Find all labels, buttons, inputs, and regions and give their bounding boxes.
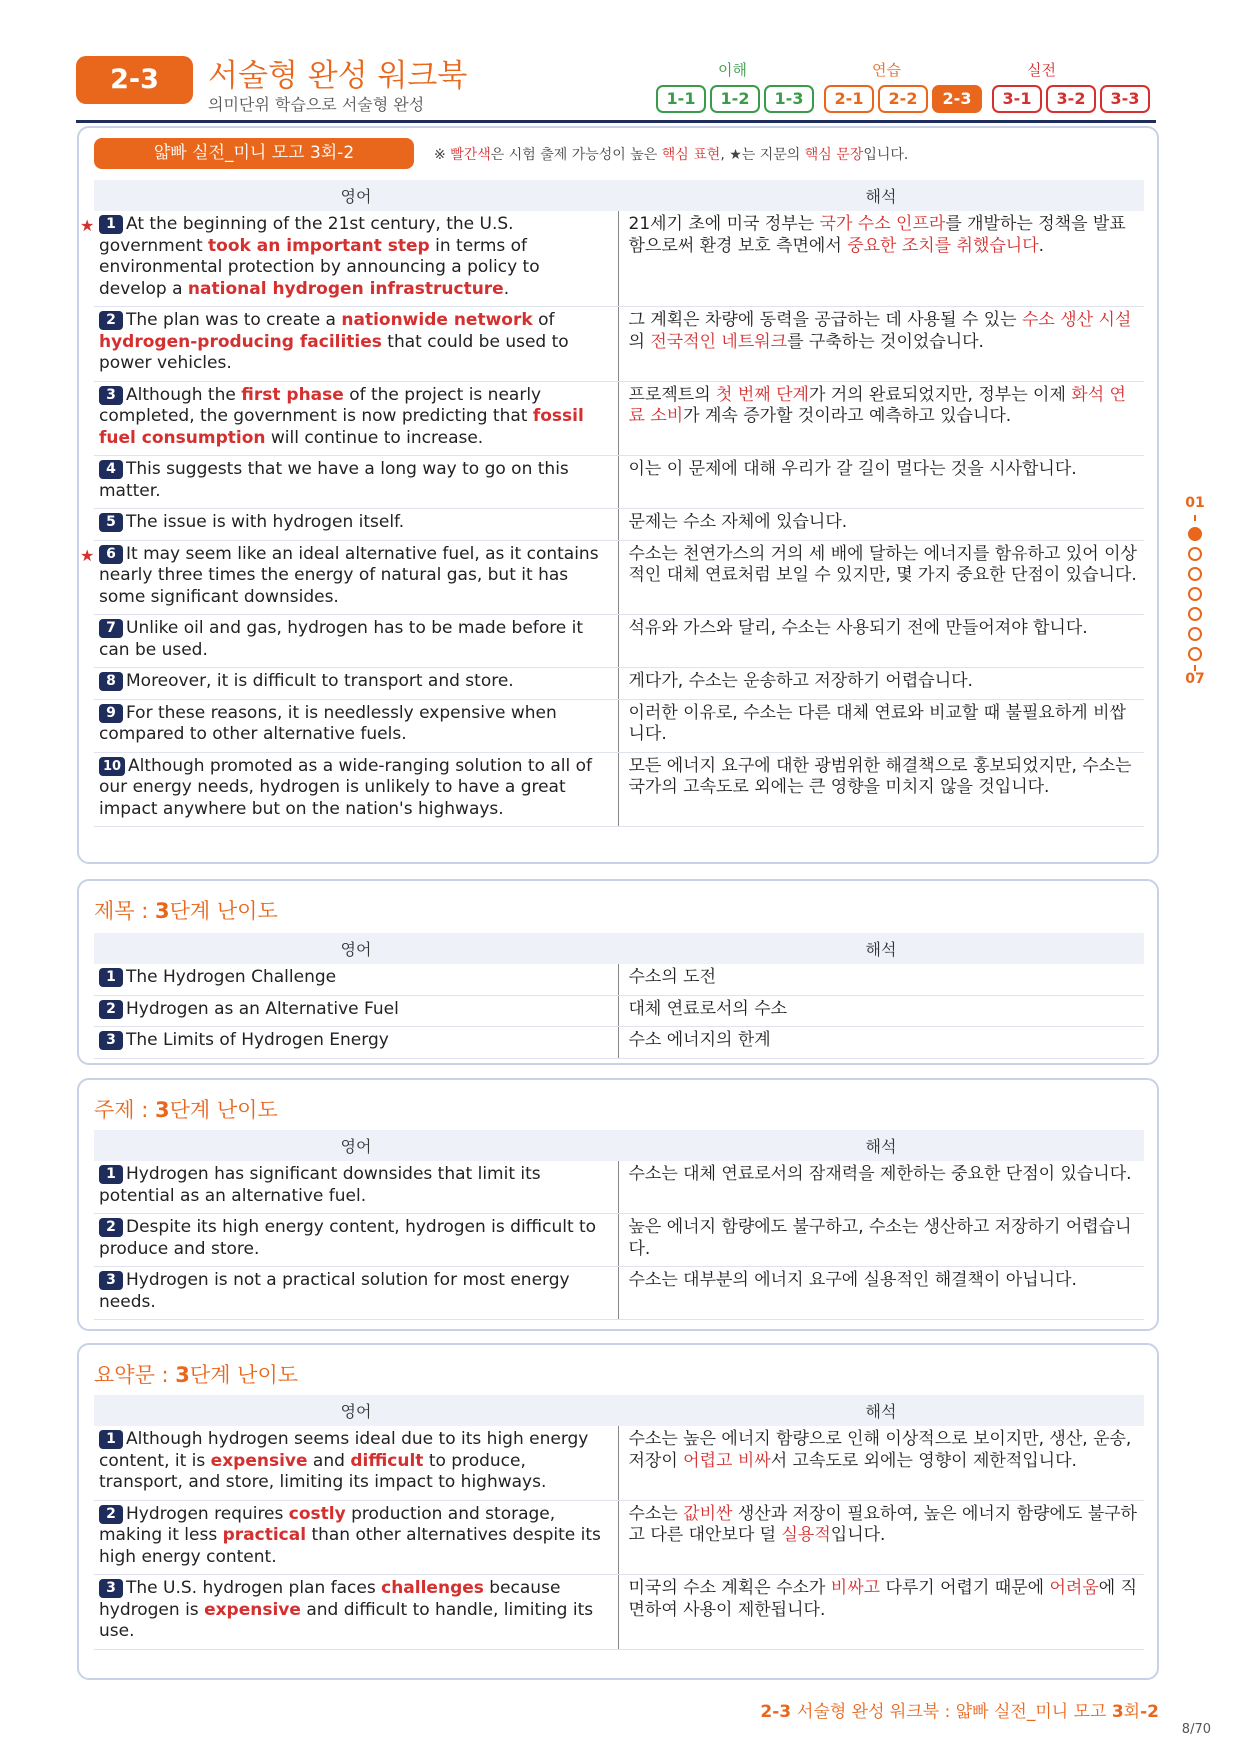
table-row (94, 668, 1144, 700)
col-header-korean: 해석 (618, 180, 1144, 211)
sentence-text: The issue is with hydrogen itself. (126, 512, 405, 532)
translation-text: 21세기 초에 미국 정부는 (628, 214, 820, 234)
sentence-number: 7 (99, 619, 123, 638)
progress-dot-current (1188, 527, 1202, 541)
col-header-korean: 해석 (618, 1395, 1144, 1426)
key-expression: 비싸고 (830, 1578, 881, 1598)
sentence-number: 3 (99, 386, 123, 405)
translation-text: 문제는 수소 자체에 있습니다. (628, 512, 848, 532)
english-cell (80, 211, 618, 307)
progress-dot (1188, 607, 1202, 621)
table-row (94, 995, 1144, 1027)
english-cell (94, 307, 618, 382)
progress-start-number: 01 (1185, 495, 1205, 511)
sentence-text: The Limits of Hydrogen Energy (126, 1030, 389, 1050)
side-progress-nav (1180, 495, 1210, 695)
progress-dot (1188, 547, 1202, 561)
translation-text: 를 개발하는 정책을 발표함으로써 환경 보호 측면에서 (628, 214, 1126, 256)
section-heading: 요약문 : 3단계 난이도 (94, 1363, 299, 1387)
translation-text: 다루기 어렵기 때문에 (880, 1578, 1050, 1598)
key-expression: took an important step (208, 235, 430, 256)
sentence-text: to produce, transport, and store, limiting its impact to highways. (99, 1450, 547, 1492)
key-expression: difficult (350, 1450, 424, 1471)
sentence-text: Moreover, it is difficult to transport and store. (126, 671, 514, 691)
sentence-number: 9 (99, 704, 123, 723)
table-row (94, 381, 1144, 456)
table-row (94, 509, 1144, 541)
col-header-korean: 해석 (618, 1130, 1144, 1161)
english-cell (94, 456, 618, 509)
sentence-text: than other alternatives despite its high energy content. (99, 1525, 601, 1567)
translation-text: 대체 연료로서의 수소 (628, 998, 788, 1019)
stage-tab-1-1[interactable]: 1-1 (656, 85, 706, 113)
translation-text: 수소는 대부분의 에너지 요구에 실용적인 해결책이 아닙니다. (628, 1270, 1077, 1290)
key-expression: first phase (241, 384, 344, 405)
sentence-text: Hydrogen is not a practical solution for most energy needs. (99, 1270, 570, 1312)
topic-table (94, 1130, 1144, 1320)
english-cell (94, 1426, 618, 1500)
translation-text: 수소는 대체 연료로서의 잠재력을 제한하는 중요한 단점이 있습니다. (628, 1164, 1132, 1184)
table-row (94, 1426, 1144, 1500)
table-row (94, 1575, 1144, 1650)
stage-tab-2-1[interactable]: 2-1 (824, 85, 874, 113)
sentence-text: . (503, 278, 510, 299)
progress-line (1194, 515, 1196, 521)
sentence-text: in terms of environmental protection by announcing a policy to develop a (99, 235, 540, 299)
summary-section (77, 1343, 1159, 1680)
section-pill: 얇빠 실전_미니 모고 3회-2 (94, 138, 414, 169)
korean-cell (618, 307, 1144, 382)
stage-group-label: 연습 (872, 61, 901, 79)
english-cell (94, 964, 618, 995)
table-row (94, 752, 1144, 827)
sentence-text: Despite its high energy content, hydrogen is difficult to produce and store. (99, 1217, 597, 1259)
key-expression: expensive (204, 1599, 301, 1620)
translation-text: 입니다. (830, 1525, 886, 1545)
translation-text: 높은 에너지 함량에도 불구하고, 수소는 생산하고 저장하기 어렵습니다. (628, 1217, 1132, 1259)
table-row (94, 1161, 1144, 1214)
sentence-number: 10 (99, 757, 125, 776)
table-row (94, 1267, 1144, 1320)
translation-text: 를 구축하는 것이었습니다. (787, 331, 984, 352)
col-header-english: 영어 (94, 933, 618, 964)
english-cell (94, 509, 618, 541)
topic-rows (94, 1161, 1144, 1320)
english-cell (94, 752, 618, 827)
sentence-number: 6 (99, 545, 123, 564)
english-cell (94, 1267, 618, 1320)
korean-cell (618, 964, 1144, 995)
table-row (94, 307, 1144, 382)
sentence-text: The U.S. hydrogen plan faces (126, 1578, 382, 1598)
english-cell (94, 1161, 618, 1214)
table-row (94, 1027, 1144, 1059)
stage-tab-3-1[interactable]: 3-1 (992, 85, 1042, 113)
english-cell (94, 1214, 618, 1267)
table-row (94, 1214, 1144, 1267)
table-row (94, 615, 1144, 668)
sentence-text: will continue to increase. (265, 427, 484, 448)
translation-text: 가 계속 증가할 것이라고 예측하고 있습니다. (683, 406, 1012, 426)
key-expression: costly (288, 1503, 346, 1524)
translation-text: 의 (628, 331, 651, 352)
unit-badge: 2-3 (76, 56, 193, 104)
title-section (77, 879, 1159, 1065)
key-expression: 중요한 조치를 취했습니다 (847, 235, 1039, 256)
sentence-number: 1 (99, 1165, 123, 1184)
section-heading: 주제 : 3단계 난이도 (94, 1098, 278, 1122)
stage-group-label: 이해 (718, 61, 747, 79)
sentence-text: Hydrogen as an Alternative Fuel (126, 998, 399, 1019)
table-row (94, 964, 1144, 995)
translation-text: 미국의 수소 계획은 수소가 (628, 1578, 831, 1598)
table-row (94, 699, 1144, 752)
page-subtitle: 의미단위 학습으로 서술형 완성 (208, 95, 425, 114)
translation-text: . (1038, 235, 1045, 256)
sentence-number: 3 (99, 1271, 123, 1290)
korean-cell (618, 995, 1144, 1027)
translation-text: 이러한 이유로, 수소는 다른 대체 연료와 비교할 때 불필요하게 비쌉니다. (628, 702, 1126, 744)
passage-section (77, 126, 1159, 864)
korean-cell (618, 211, 1144, 307)
korean-cell (618, 1161, 1144, 1214)
translation-text: 에 직면하여 사용이 제한됩니다. (628, 1578, 1137, 1620)
korean-cell (618, 509, 1144, 541)
table-row (94, 211, 1144, 307)
korean-cell (618, 381, 1144, 456)
sentence-number: 4 (99, 460, 123, 479)
key-expression: nationwide network (341, 310, 533, 330)
english-cell (80, 540, 618, 615)
korean-cell (618, 615, 1144, 668)
key-sentence-star-icon: ★ (80, 545, 95, 565)
col-header-english: 영어 (94, 180, 618, 211)
stage-tab-3-2[interactable]: 3-2 (1046, 85, 1096, 113)
progress-dot (1188, 587, 1202, 601)
key-expression: 값비싼 (683, 1503, 733, 1524)
stage-tab-2-3[interactable]: 2-3 (932, 85, 982, 113)
korean-cell (618, 456, 1144, 509)
key-expression: fossil fuel consumption (99, 406, 584, 448)
stage-tab-1-2[interactable]: 1-2 (710, 85, 760, 113)
key-expression: hydrogen-producing facilities (99, 331, 382, 352)
key-expression: 화석 연료 소비 (628, 384, 1126, 426)
translation-text: 서 고속도로 외에는 영향이 제한적입니다. (770, 1450, 1077, 1471)
section-heading: 제목 : 3단계 난이도 (94, 899, 278, 923)
sentence-text: The Hydrogen Challenge (126, 967, 337, 987)
sentence-text: Although hydrogen seems ideal due to its high energy content, it is (99, 1429, 589, 1471)
page-number: 8/70 (1181, 1722, 1211, 1737)
english-cell (94, 668, 618, 700)
stage-tab-1-3[interactable]: 1-3 (764, 85, 814, 113)
korean-cell (618, 1500, 1144, 1575)
sentence-text: Hydrogen requires (126, 1503, 289, 1524)
col-header-korean: 해석 (618, 933, 1144, 964)
sentence-number: 2 (99, 311, 123, 330)
translation-text: 생산과 저장이 필요하여, 높은 에너지 함량에도 불구하고 다른 대안보다 덜 (628, 1503, 1137, 1545)
key-expression: 비싸 (737, 1450, 771, 1471)
summary-table (94, 1395, 1144, 1650)
col-header-english: 영어 (94, 1395, 618, 1426)
korean-cell (618, 1027, 1144, 1059)
sentence-text: The plan was to create a (126, 310, 342, 330)
english-cell (94, 1027, 618, 1059)
progress-dot (1188, 627, 1202, 641)
translation-text: 수소는 높은 에너지 함량으로 인해 이상적으로 보이지만, 생산, 운송, 저장이 (628, 1429, 1132, 1471)
sentence-text: of the project is nearly completed, the government is now predicting that (99, 384, 542, 426)
english-cell (94, 1500, 618, 1575)
key-sentence-star-icon: ★ (80, 216, 95, 235)
sentence-text: Although the (126, 384, 242, 405)
translation-text: 석유와 가스와 달리, 수소는 사용되기 전에 만들어져야 합니다. (628, 618, 1088, 638)
topic-section (77, 1078, 1159, 1331)
key-expression: 어려움 (1049, 1578, 1099, 1598)
key-expression: 국가 수소 인프라 (819, 214, 946, 234)
key-expression: expensive (210, 1450, 308, 1471)
key-expression: challenges (381, 1578, 484, 1598)
key-expression: 실용적 (781, 1525, 831, 1545)
stage-selector (656, 54, 1156, 124)
sentence-text: Hydrogen has significant downsides that limit its potential as an alternative fuel. (99, 1164, 541, 1206)
translation-text: 프로젝트의 (628, 384, 717, 405)
sentence-text: of (532, 310, 555, 330)
translation-text: 게다가, 수소는 운송하고 저장하기 어렵습니다. (628, 671, 973, 691)
key-expression: national hydrogen infrastructure (187, 278, 504, 299)
page-title: 서술형 완성 워크북 (208, 58, 468, 94)
progress-dots (1180, 527, 1210, 661)
sentence-number: 3 (99, 1579, 123, 1598)
sentence-number: 1 (99, 968, 123, 987)
sentence-number: 5 (99, 513, 123, 532)
summary-rows (94, 1426, 1144, 1649)
key-expression: 수소 생산 시설 (1022, 310, 1132, 330)
sentence-text: that could be used to power vehicles. (99, 331, 569, 373)
english-cell (94, 1575, 618, 1650)
korean-cell (618, 1575, 1144, 1650)
legend-note: ※ 빨간색은 시험 출제 가능성이 높은 핵심 표현, ★는 지문의 핵심 문장입니다. (434, 147, 909, 163)
korean-cell (618, 752, 1144, 827)
korean-cell (618, 1426, 1144, 1500)
title-rows (94, 964, 1144, 1058)
stage-tab-3-3[interactable]: 3-3 (1100, 85, 1150, 113)
sentence-number: 2 (99, 1000, 123, 1019)
sentence-text: At the beginning of the 21st century, the U.S. government (99, 214, 514, 256)
progress-end-number: 07 (1185, 671, 1205, 687)
sentence-number: 2 (99, 1505, 123, 1524)
key-expression: practical (222, 1525, 307, 1545)
english-cell (94, 699, 618, 752)
translation-text: 수소는 (628, 1503, 684, 1524)
page-header (76, 54, 1156, 124)
progress-dot (1188, 567, 1202, 581)
title-table (94, 933, 1144, 1059)
stage-group-label: 실전 (1027, 61, 1056, 79)
header-divider (76, 120, 1156, 123)
table-row (94, 456, 1144, 509)
sentence-text: Although promoted as a wide-ranging solution to all of our energy needs, hydrogen is unlikely to have a great impact anywhere but on the nation's highways. (99, 755, 593, 819)
sentence-number: 1 (99, 1430, 123, 1449)
sentence-text: because hydrogen is (99, 1578, 561, 1620)
table-row (94, 540, 1144, 615)
table-row (94, 1500, 1144, 1575)
key-expression: 어렵고 (683, 1450, 733, 1471)
sentence-number: 3 (99, 1031, 123, 1050)
translation-text: 그 계획은 차량에 동력을 공급하는 데 사용될 수 있는 (628, 310, 1022, 330)
sentence-number: 1 (99, 215, 123, 234)
english-cell (94, 995, 618, 1027)
col-header-english: 영어 (94, 1130, 618, 1161)
sentence-text: and (307, 1450, 351, 1471)
sentence-text: It may seem like an ideal alternative fuel, as it contains nearly three times the energy of natural gas, but it has some significant downsides. (99, 543, 599, 607)
korean-cell (618, 1214, 1144, 1267)
translation-text: 이는 이 문제에 대해 우리가 갈 길이 멀다는 것을 시사합니다. (628, 459, 1077, 479)
korean-cell (618, 668, 1144, 700)
sentence-text: production and storage, making it less (99, 1503, 556, 1545)
english-cell (94, 615, 618, 668)
korean-cell (618, 1267, 1144, 1320)
sentence-text: and difficult to handle, limiting its use. (99, 1599, 594, 1641)
sentence-text: This suggests that we have a long way to go on this matter. (99, 459, 569, 501)
translation-text: 수소의 도전 (628, 967, 717, 987)
translation-text: 수소는 천연가스의 거의 세 배에 달하는 에너지를 함유하고 있어 이상적인 대체 연료처럼 보일 수 있지만, 몇 가지 중요한 단점이 있습니다. (628, 543, 1137, 585)
sentence-text: Unlike oil and gas, hydrogen has to be made before it can be used. (99, 618, 584, 660)
sentence-number: 8 (99, 672, 123, 691)
english-cell (94, 381, 618, 456)
translation-text: 수소 에너지의 한계 (628, 1030, 771, 1050)
key-expression: 전국적인 네트워크 (650, 331, 788, 352)
translation-text: 모든 에너지 요구에 대한 광범위한 해결책으로 홍보되었지만, 수소는 국가의 고속도로 외에는 큰 영향을 미치지 않을 것입니다. (628, 755, 1132, 797)
stage-tab-2-2[interactable]: 2-2 (878, 85, 928, 113)
sentence-text: For these reasons, it is needlessly expensive when compared to other alternative fuels. (99, 702, 557, 744)
translation-text: 가 거의 완료되었지만, 정부는 이제 (808, 384, 1072, 405)
progress-dot (1188, 647, 1202, 661)
key-expression: 첫 번째 단계 (716, 384, 809, 405)
passage-rows (80, 211, 1144, 827)
passage-table (80, 180, 1144, 827)
korean-cell (618, 699, 1144, 752)
page-footer: 2-3 서술형 완성 워크북 : 얇빠 실전_미니 모고 3회-2 (760, 1702, 1159, 1722)
sentence-number: 2 (99, 1218, 123, 1237)
korean-cell (618, 540, 1144, 615)
